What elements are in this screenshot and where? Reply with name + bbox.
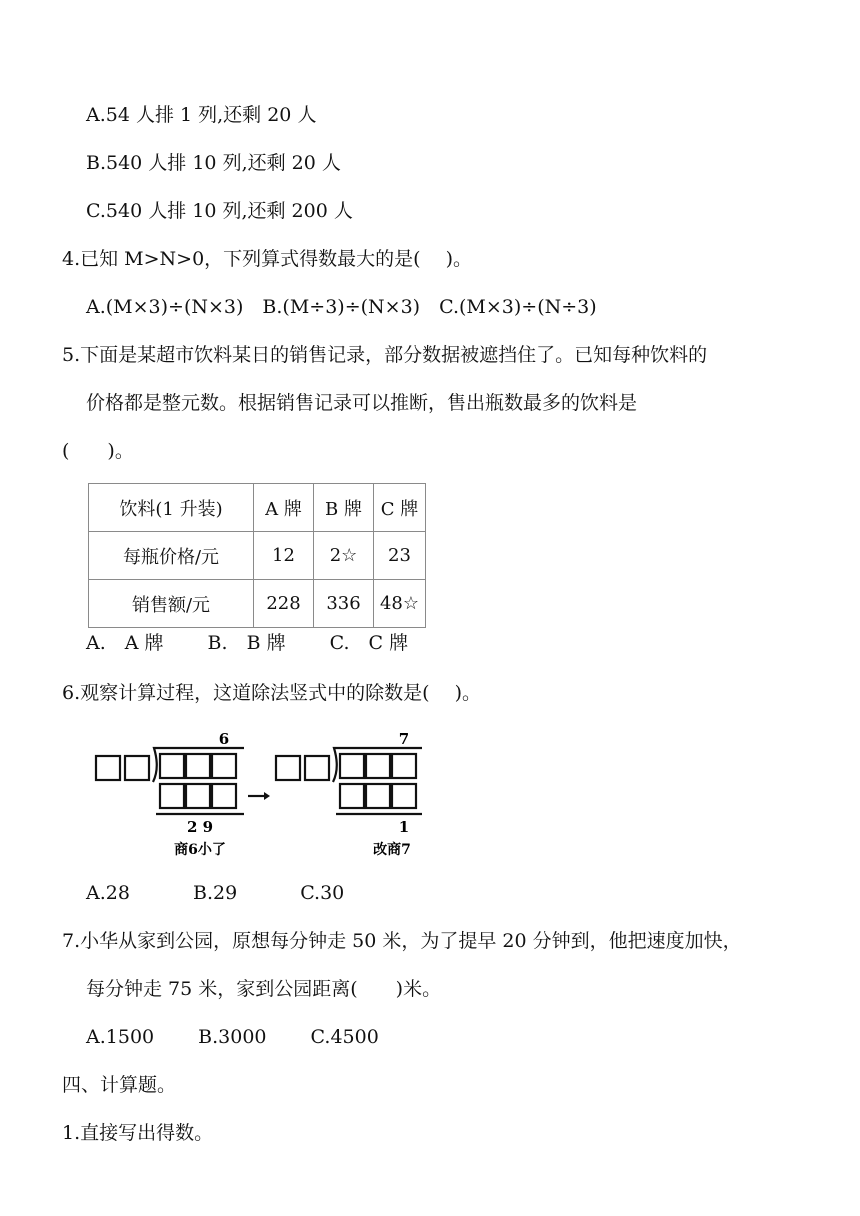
q5-stem-line1: 5.下面是某超市饮料某日的销售记录，部分数据被遮挡住了。已知每种饮料的: [62, 344, 708, 366]
table-cell: 228: [254, 580, 314, 628]
q4-stem: 4.已知 M>N>0，下列算式得数最大的是( )。: [62, 248, 473, 270]
table-row: [89, 532, 426, 580]
digit-box: [96, 756, 120, 780]
long-division-figure: [92, 726, 432, 860]
table-header-cell: C 牌: [374, 484, 426, 532]
digit-box: [160, 784, 184, 808]
q3-option-c: C.540 人排 10 列,还剩 200 人: [86, 200, 353, 222]
digit-box: [392, 754, 416, 778]
table-cell: 336: [314, 580, 374, 628]
q6-options: A.28 B.29 C.30: [86, 882, 345, 904]
left-caption: 商6小了: [174, 842, 226, 858]
table-cell: 每瓶价格/元: [89, 532, 254, 580]
q3-option-a: A.54 人排 1 列,还剩 20 人: [86, 104, 317, 126]
digit-box: [212, 784, 236, 808]
table-cell: 48☆: [374, 580, 426, 628]
q5-stem-line3: ( )。: [62, 440, 134, 462]
table-cell: 2☆: [314, 532, 374, 580]
digit-box: [276, 756, 300, 780]
q3-option-b: B.540 人排 10 列,还剩 20 人: [86, 152, 341, 174]
right-quotient: 7: [398, 730, 410, 748]
digit-box: [125, 756, 149, 780]
q4-options: A.(M×3)÷(N×3) B.(M÷3)÷(N×3) C.(M×3)÷(N÷3): [86, 296, 597, 318]
q7-options: A.1500 B.3000 C.4500: [86, 1026, 379, 1048]
table-cell: 23: [374, 532, 426, 580]
table-header-cell: 饮料(1 升装): [89, 484, 254, 532]
table-header-cell: A 牌: [254, 484, 314, 532]
table-header-cell: B 牌: [314, 484, 374, 532]
digit-box: [340, 754, 364, 778]
digit-box: [305, 756, 329, 780]
digit-box: [366, 784, 390, 808]
table-cell: 销售额/元: [89, 580, 254, 628]
section-title: 四、计算题。: [62, 1074, 177, 1096]
right-remainder: 1: [398, 818, 410, 836]
sales-table: [88, 483, 426, 628]
digit-box: [392, 784, 416, 808]
digit-box: [340, 784, 364, 808]
digit-box: [366, 754, 390, 778]
left-remainder: 2 9: [186, 818, 214, 836]
q7-stem-line2: 每分钟走 75 米，家到公园距离( )米。: [86, 978, 442, 1000]
left-quotient: 6: [218, 730, 230, 748]
table-row: [89, 580, 426, 628]
table-header-row: [89, 484, 426, 532]
q5-options: A. A 牌 B. B 牌 C. C 牌: [86, 632, 409, 654]
arrow-head-icon: [264, 792, 270, 800]
q7-stem-line1: 7.小华从家到公园，原想每分钟走 50 米，为了提早 20 分钟到，他把速度加快，: [62, 930, 742, 952]
right-caption: 改商7: [373, 842, 411, 858]
q6-stem: 6.观察计算过程，这道除法竖式中的除数是( )。: [62, 682, 481, 704]
section-item-1: 1.直接写出得数。: [62, 1122, 214, 1144]
digit-box: [186, 784, 210, 808]
table-cell: 12: [254, 532, 314, 580]
q5-stem-line2: 价格都是整元数。根据销售记录可以推断，售出瓶数最多的饮料是: [86, 392, 638, 414]
digit-box: [160, 754, 184, 778]
digit-box: [212, 754, 236, 778]
digit-box: [186, 754, 210, 778]
